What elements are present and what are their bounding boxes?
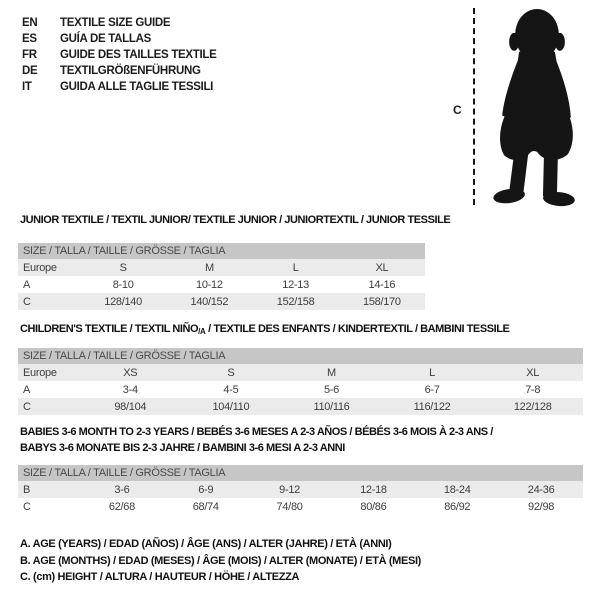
section-title-line2: BABYS 3-6 MONATE BIS 2-3 JAHRE / BAMBINI 3-6 MESI A 2-3 ANNI [20,442,345,454]
language-row [22,63,217,79]
section-title-subscript: /A [198,327,206,336]
value-cell: M [327,366,336,379]
value-cell: 62/68 [108,500,135,513]
language-row [22,47,217,63]
height-measure-label: C [453,103,462,117]
value-cell: 92/98 [528,500,555,513]
footnotes [20,536,421,586]
value-cell: 12-18 [360,483,387,496]
value-cell: L [292,261,299,274]
value-cell: S [119,261,127,274]
row-label-cell: A [23,383,31,396]
size-table [18,259,425,310]
value-cell: 128/140 [104,295,142,308]
value-cell: 68/74 [192,500,219,513]
value-cell: 86/92 [444,500,471,513]
language-row [22,15,217,31]
language-row [22,31,217,47]
value-cell: XL [526,366,540,379]
size-header-bar: SIZE / TALLA / TAILLE / GRÖSSE / TAGLIA [18,243,425,259]
language-code: DE [22,65,38,77]
value-cell: 24-36 [527,483,555,496]
section-title-junior: JUNIOR TEXTILE / TEXTIL JUNIOR/ TEXTILE JUNIOR / JUNIORTEXTIL / JUNIOR TESSILE [20,214,451,226]
language-code: FR [22,49,37,61]
value-cell: 152/158 [276,295,315,308]
value-cell: 6-7 [424,383,440,396]
row-label-cell: C [23,295,31,308]
section-title-text: / TEXTILE DES ENFANTS / KINDERTEXTIL / BAMBINI TESSILE [205,323,510,335]
value-cell: L [429,366,435,379]
table-row [18,481,583,498]
value-cell: 10-12 [196,278,223,291]
baby-silhouette-icon [482,4,592,208]
footnote-a: A. AGE (YEARS) / EDAD (AÑOS) / ÂGE (ANS) / ALTER (JAHRE) / ETÀ (ANNI) [20,538,392,550]
size-table [18,481,583,515]
size-header-bar: SIZE / TALLA / TAILLE / GRÖSSE / TAGLIA [18,465,583,481]
section-title-babies [20,424,493,456]
language-code: EN [22,17,38,29]
row-label-cell: Europe [23,366,57,379]
table-row [18,398,583,415]
language-title: TEXTILE SIZE GUIDE [60,17,171,29]
height-dashed-line [473,8,475,205]
language-title: GUÍA DE TALLAS [60,33,151,45]
table-row [18,259,425,276]
footnote-c: C. (cm) HEIGHT / ALTURA / HAUTEUR / HÖHE / ALTEZZA [20,571,300,583]
value-cell: XS [123,366,138,379]
row-label-cell: Europe [23,261,57,274]
footnote-b: B. AGE (MONTHS) / EDAD (MESES) / ÂGE (MOIS) / ALTER (MONATE) / ETÀ (MESI) [20,554,421,567]
section-title-children [20,321,509,340]
value-cell: 116/122 [413,400,451,413]
size-table [18,364,583,415]
junior-size-table [18,243,425,310]
value-cell: M [204,261,214,274]
value-cell: 74/80 [276,500,303,513]
row-label-cell: C [23,500,31,513]
value-cell: 80/86 [360,500,387,513]
value-cell: XL [375,261,389,274]
table-row [18,381,583,398]
section-title-line1: BABIES 3-6 MONTH TO 2-3 YEARS / BEBÉS 3-6 MESES A 2-3 AÑOS / BÉBÉS 3-6 MOIS À 2-3 ANS / [20,426,493,438]
row-label-cell: B [23,483,31,496]
value-cell: 110/116 [313,400,350,413]
children-size-table [18,348,583,415]
language-code: IT [22,81,32,93]
language-title: TEXTILGRÖßENFÜHRUNG [60,65,201,77]
value-cell: 98/104 [114,400,147,413]
value-cell: 3-6 [114,483,130,496]
row-label-cell: A [23,278,31,291]
table-row [18,364,583,381]
value-cell: 7-8 [525,383,541,396]
value-cell: 9-12 [279,483,300,496]
value-cell: 158/170 [363,295,401,308]
value-cell: 12-13 [282,278,309,291]
value-cell: 8-10 [112,278,134,291]
value-cell: S [227,366,235,379]
language-title: GUIDA ALLE TAGLIE TESSILI [60,81,214,93]
babies-size-table [18,465,583,515]
value-cell: 3-4 [122,383,138,396]
value-cell: 14-16 [368,278,396,291]
language-code: ES [22,33,37,45]
table-row [18,498,583,515]
value-cell: 140/152 [190,295,229,308]
row-label-cell: C [23,400,31,413]
language-title: GUIDE DES TAILLES TEXTILE [60,49,217,61]
size-header-bar: SIZE / TALLA / TAILLE / GRÖSSE / TAGLIA [18,348,583,364]
language-header [22,15,217,95]
value-cell: 6-9 [198,483,214,496]
value-cell: 122/128 [513,400,552,413]
value-cell: 18-24 [443,483,471,496]
height-measure-figure [440,0,600,215]
section-title-text: CHILDREN'S TEXTILE / TEXTIL NIÑO [20,323,199,335]
table-row [18,293,425,310]
language-row [22,79,217,95]
value-cell: 5-6 [323,383,339,396]
value-cell: 4-5 [223,383,239,396]
value-cell: 104/110 [212,400,250,413]
table-row [18,276,425,293]
